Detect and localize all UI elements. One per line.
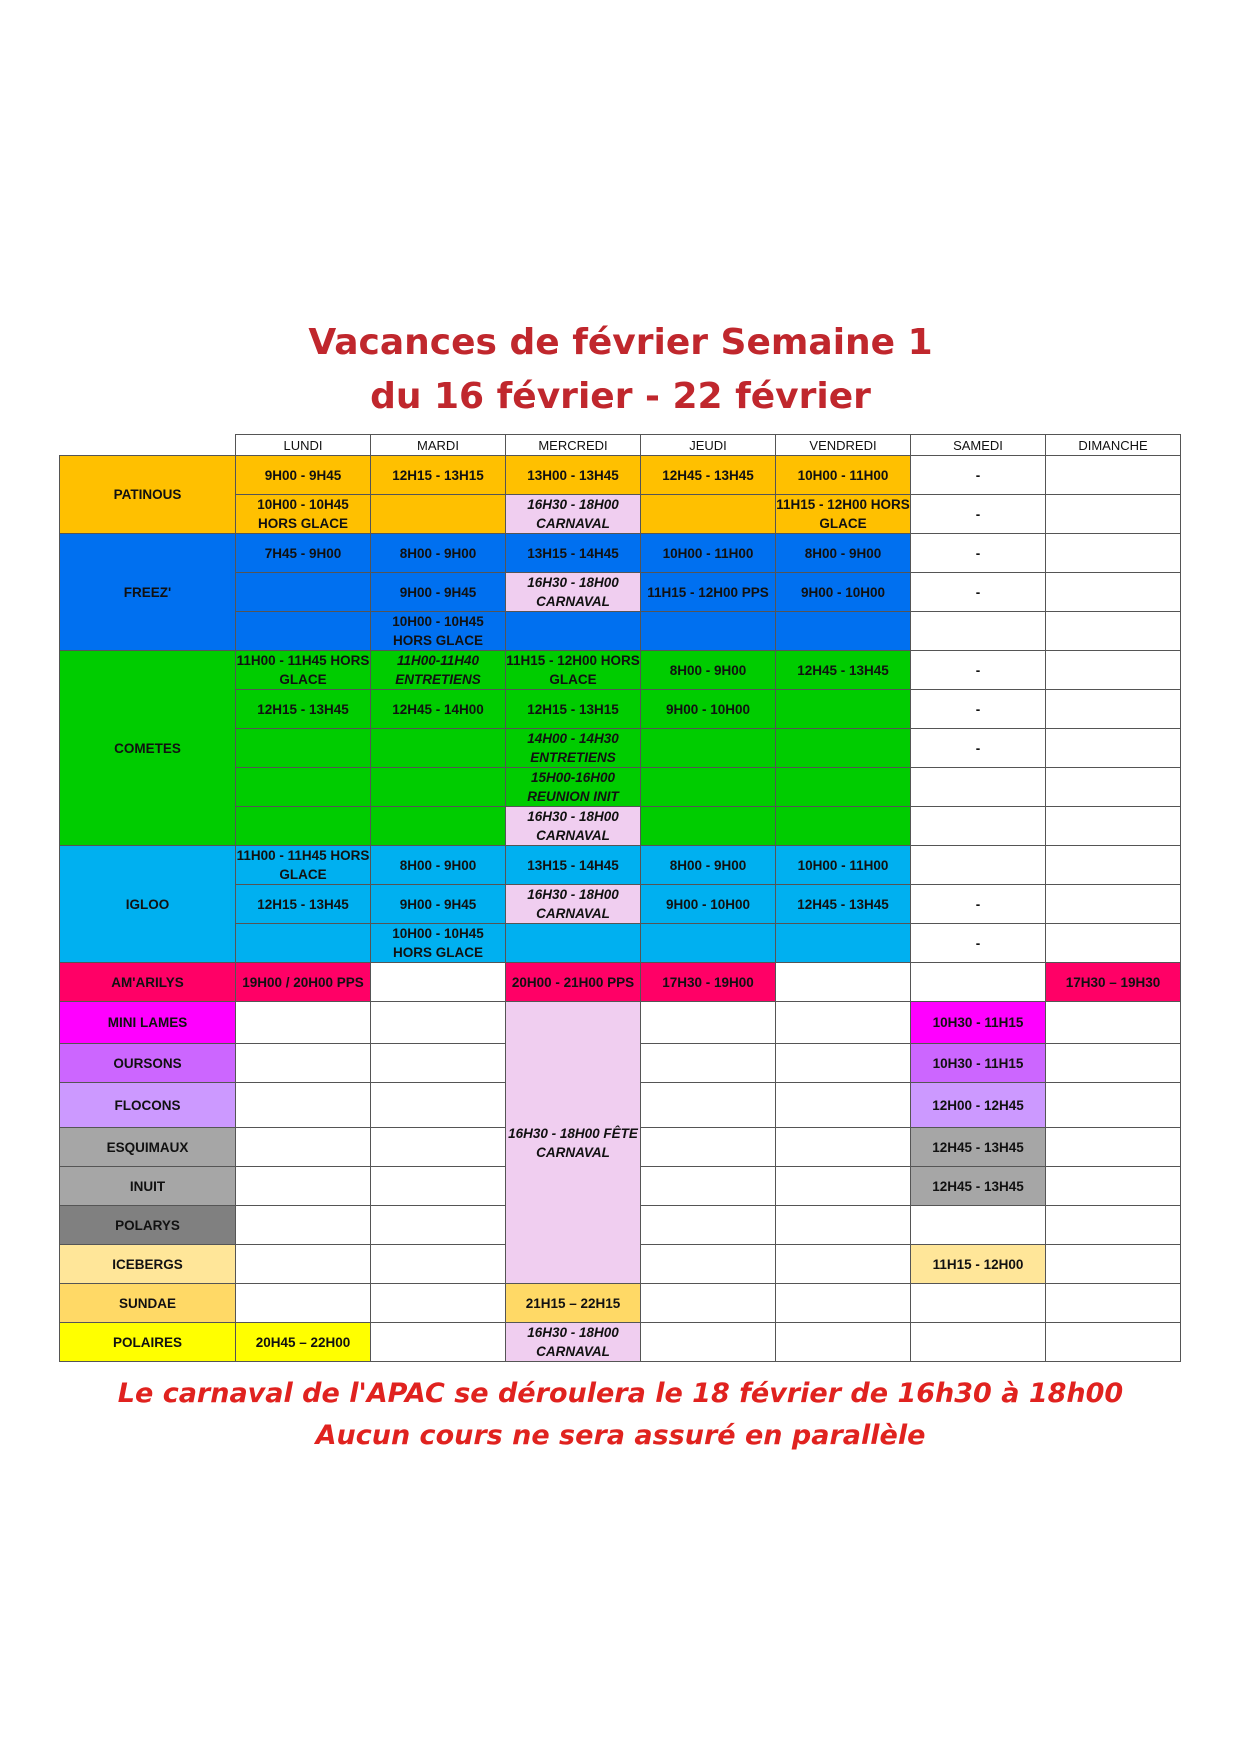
cell-freez-vendredi <box>776 612 911 651</box>
cell-cometes-dimanche <box>1046 768 1181 807</box>
cell-igloo-dimanche <box>1046 885 1181 924</box>
cell-cometes-dimanche <box>1046 651 1181 690</box>
cell-igloo-lundi: 11H00 - 11H45 HORS GLACE <box>236 846 371 885</box>
empty-corner <box>60 435 236 456</box>
cell-cometes-mardi: 11H00-11H40 ENTRETIENS <box>371 651 506 690</box>
cell-flocons-dimanche <box>1046 1083 1181 1128</box>
cell-amarilys-mardi <box>371 963 506 1002</box>
cell-igloo-vendredi: 12H45 - 13H45 <box>776 885 911 924</box>
cell-cometes-jeudi: 8H00 - 9H00 <box>641 651 776 690</box>
cell-mini-lames-mardi <box>371 1002 506 1044</box>
cell-inuit-vendredi <box>776 1167 911 1206</box>
cell-cometes-vendredi <box>776 690 911 729</box>
cell-cometes-samedi: - <box>911 651 1046 690</box>
cell-flocons-jeudi <box>641 1083 776 1128</box>
day-header-samedi: SAMEDI <box>911 435 1046 456</box>
cell-polarys-mardi <box>371 1206 506 1245</box>
cell-freez-lundi <box>236 612 371 651</box>
cell-patinous-mercredi: 16H30 - 18H00 CARNAVAL <box>506 495 641 534</box>
cell-sundae-mardi <box>371 1284 506 1323</box>
title-line-1: Vacances de février Semaine 1 <box>308 322 933 363</box>
cell-amarilys-jeudi: 17H30 - 19H00 <box>641 963 776 1002</box>
title-line-2: du 16 février - 22 février <box>370 376 871 417</box>
table-row <box>60 963 1181 1002</box>
cell-freez-dimanche <box>1046 573 1181 612</box>
cell-igloo-samedi: - <box>911 924 1046 963</box>
cell-cometes-jeudi: 9H00 - 10H00 <box>641 690 776 729</box>
cell-igloo-samedi: - <box>911 885 1046 924</box>
cell-amarilys-dimanche: 17H30 – 19H30 <box>1046 963 1181 1002</box>
cell-cometes-mercredi: 11H15 - 12H00 HORS GLACE <box>506 651 641 690</box>
day-header-mardi: MARDI <box>371 435 506 456</box>
cell-cometes-lundi <box>236 768 371 807</box>
cell-polarys-lundi <box>236 1206 371 1245</box>
cell-cometes-samedi: - <box>911 729 1046 768</box>
cell-oursons-samedi: 10H30 - 11H15 <box>911 1044 1046 1083</box>
cell-sundae-samedi <box>911 1284 1046 1323</box>
day-header-vendredi: VENDREDI <box>776 435 911 456</box>
cell-igloo-dimanche <box>1046 846 1181 885</box>
footer-line-2: Aucun cours ne sera assuré en parallèle <box>315 1420 926 1451</box>
cell-mini-lames-dimanche <box>1046 1002 1181 1044</box>
cell-cometes-lundi: 11H00 - 11H45 HORS GLACE <box>236 651 371 690</box>
cell-sundae-vendredi <box>776 1284 911 1323</box>
group-polaires: POLAIRES <box>60 1323 236 1362</box>
cell-sundae-jeudi <box>641 1284 776 1323</box>
cell-cometes-jeudi <box>641 729 776 768</box>
cell-esquimaux-lundi <box>236 1128 371 1167</box>
cell-igloo-mardi: 9H00 - 9H45 <box>371 885 506 924</box>
cell-patinous-vendredi: 10H00 - 11H00 <box>776 456 911 495</box>
cell-igloo-vendredi <box>776 924 911 963</box>
cell-mini-lames-samedi: 10H30 - 11H15 <box>911 1002 1046 1044</box>
cell-mini-lames-vendredi <box>776 1002 911 1044</box>
cell-freez-mercredi: 13H15 - 14H45 <box>506 534 641 573</box>
cell-sundae-lundi <box>236 1284 371 1323</box>
cell-igloo-vendredi: 10H00 - 11H00 <box>776 846 911 885</box>
cell-cometes-mercredi: 15H00-16H00 REUNION INIT <box>506 768 641 807</box>
day-header-lundi: LUNDI <box>236 435 371 456</box>
cell-igloo-lundi <box>236 924 371 963</box>
cell-igloo-mercredi <box>506 924 641 963</box>
cell-cometes-jeudi <box>641 807 776 846</box>
cell-cometes-mercredi: 14H00 - 14H30 ENTRETIENS <box>506 729 641 768</box>
cell-oursons-jeudi <box>641 1044 776 1083</box>
cell-mini-lames-lundi <box>236 1002 371 1044</box>
cell-freez-jeudi: 10H00 - 11H00 <box>641 534 776 573</box>
cell-cometes-vendredi: 12H45 - 13H45 <box>776 651 911 690</box>
cell-freez-dimanche <box>1046 612 1181 651</box>
cell-patinous-dimanche <box>1046 495 1181 534</box>
table-row <box>60 456 1181 495</box>
cell-freez-mardi: 9H00 - 9H45 <box>371 573 506 612</box>
cell-cometes-lundi: 12H15 - 13H45 <box>236 690 371 729</box>
group-sundae: SUNDAE <box>60 1284 236 1323</box>
cell-freez-vendredi: 9H00 - 10H00 <box>776 573 911 612</box>
cell-cometes-jeudi <box>641 768 776 807</box>
cell-polaires-dimanche <box>1046 1323 1181 1362</box>
cell-polaires-samedi <box>911 1323 1046 1362</box>
cell-freez-mardi: 10H00 - 10H45 HORS GLACE <box>371 612 506 651</box>
cell-icebergs-dimanche <box>1046 1245 1181 1284</box>
cell-cometes-mardi <box>371 807 506 846</box>
cell-sundae-mercredi: 21H15 – 22H15 <box>506 1284 641 1323</box>
cell-patinous-samedi: - <box>911 495 1046 534</box>
cell-freez-samedi: - <box>911 573 1046 612</box>
group-polarys: POLARYS <box>60 1206 236 1245</box>
table-row <box>60 651 1181 690</box>
cell-oursons-vendredi <box>776 1044 911 1083</box>
cell-esquimaux-samedi: 12H45 - 13H45 <box>911 1128 1046 1167</box>
cell-polarys-samedi <box>911 1206 1046 1245</box>
cell-igloo-samedi <box>911 846 1046 885</box>
cell-patinous-vendredi: 11H15 - 12H00 HORS GLACE <box>776 495 911 534</box>
cell-esquimaux-mardi <box>371 1128 506 1167</box>
cell-freez-jeudi: 11H15 - 12H00 PPS <box>641 573 776 612</box>
fete-carnaval-block: 16H30 - 18H00 FÊTE CARNAVAL <box>506 1002 641 1284</box>
footer-line-1: Le carnaval de l'APAC se déroulera le 18 février de 16h30 à 18h00 <box>117 1378 1124 1409</box>
schedule-table <box>59 434 1181 1362</box>
cell-oursons-mardi <box>371 1044 506 1083</box>
table-row <box>60 435 1181 456</box>
cell-igloo-lundi: 12H15 - 13H45 <box>236 885 371 924</box>
cell-patinous-mercredi: 13H00 - 13H45 <box>506 456 641 495</box>
group-amarilys: AM'ARILYS <box>60 963 236 1002</box>
cell-patinous-jeudi: 12H45 - 13H45 <box>641 456 776 495</box>
cell-patinous-mardi: 12H15 - 13H15 <box>371 456 506 495</box>
cell-icebergs-vendredi <box>776 1245 911 1284</box>
cell-oursons-dimanche <box>1046 1044 1181 1083</box>
cell-igloo-mardi: 10H00 - 10H45 HORS GLACE <box>371 924 506 963</box>
cell-inuit-jeudi <box>641 1167 776 1206</box>
group-freez: FREEZ' <box>60 534 236 651</box>
group-mini-lames: MINI LAMES <box>60 1002 236 1044</box>
cell-esquimaux-jeudi <box>641 1128 776 1167</box>
cell-igloo-mercredi: 16H30 - 18H00 CARNAVAL <box>506 885 641 924</box>
day-header-mercredi: MERCREDI <box>506 435 641 456</box>
cell-polaires-jeudi <box>641 1323 776 1362</box>
cell-amarilys-samedi <box>911 963 1046 1002</box>
cell-cometes-vendredi <box>776 729 911 768</box>
day-header-jeudi: JEUDI <box>641 435 776 456</box>
cell-igloo-mercredi: 13H15 - 14H45 <box>506 846 641 885</box>
cell-flocons-mardi <box>371 1083 506 1128</box>
cell-cometes-lundi <box>236 729 371 768</box>
table-row <box>60 534 1181 573</box>
cell-polarys-vendredi <box>776 1206 911 1245</box>
cell-freez-dimanche <box>1046 534 1181 573</box>
cell-polarys-dimanche <box>1046 1206 1181 1245</box>
cell-patinous-lundi: 10H00 - 10H45 HORS GLACE <box>236 495 371 534</box>
cell-icebergs-lundi <box>236 1245 371 1284</box>
cell-cometes-samedi <box>911 768 1046 807</box>
group-oursons: OURSONS <box>60 1044 236 1083</box>
cell-polaires-lundi: 20H45 – 22H00 <box>236 1323 371 1362</box>
group-flocons: FLOCONS <box>60 1083 236 1128</box>
cell-patinous-dimanche <box>1046 456 1181 495</box>
cell-cometes-dimanche <box>1046 729 1181 768</box>
cell-esquimaux-dimanche <box>1046 1128 1181 1167</box>
cell-amarilys-vendredi <box>776 963 911 1002</box>
cell-patinous-mardi <box>371 495 506 534</box>
cell-icebergs-mardi <box>371 1245 506 1284</box>
cell-oursons-lundi <box>236 1044 371 1083</box>
cell-cometes-mercredi: 12H15 - 13H15 <box>506 690 641 729</box>
cell-inuit-samedi: 12H45 - 13H45 <box>911 1167 1046 1206</box>
cell-polarys-jeudi <box>641 1206 776 1245</box>
cell-flocons-samedi: 12H00 - 12H45 <box>911 1083 1046 1128</box>
cell-freez-vendredi: 8H00 - 9H00 <box>776 534 911 573</box>
cell-cometes-vendredi <box>776 768 911 807</box>
table-row <box>60 846 1181 885</box>
group-inuit: INUIT <box>60 1167 236 1206</box>
cell-freez-samedi <box>911 612 1046 651</box>
table-row <box>60 1323 1181 1362</box>
cell-inuit-dimanche <box>1046 1167 1181 1206</box>
cell-esquimaux-vendredi <box>776 1128 911 1167</box>
cell-cometes-lundi <box>236 807 371 846</box>
cell-cometes-dimanche <box>1046 807 1181 846</box>
cell-igloo-dimanche <box>1046 924 1181 963</box>
cell-inuit-lundi <box>236 1167 371 1206</box>
cell-freez-lundi: 7H45 - 9H00 <box>236 534 371 573</box>
cell-cometes-samedi: - <box>911 690 1046 729</box>
cell-cometes-mercredi: 16H30 - 18H00 CARNAVAL <box>506 807 641 846</box>
group-igloo: IGLOO <box>60 846 236 963</box>
cell-cometes-mardi <box>371 768 506 807</box>
cell-cometes-vendredi <box>776 807 911 846</box>
cell-patinous-lundi: 9H00 - 9H45 <box>236 456 371 495</box>
group-esquimaux: ESQUIMAUX <box>60 1128 236 1167</box>
cell-polaires-vendredi <box>776 1323 911 1362</box>
table-row <box>60 1002 1181 1044</box>
cell-freez-jeudi <box>641 612 776 651</box>
cell-igloo-jeudi <box>641 924 776 963</box>
cell-flocons-vendredi <box>776 1083 911 1128</box>
cell-cometes-mardi: 12H45 - 14H00 <box>371 690 506 729</box>
cell-inuit-mardi <box>371 1167 506 1206</box>
cell-polaires-mercredi: 16H30 - 18H00 CARNAVAL <box>506 1323 641 1362</box>
cell-amarilys-mercredi: 20H00 - 21H00 PPS <box>506 963 641 1002</box>
cell-freez-lundi <box>236 573 371 612</box>
cell-freez-mercredi <box>506 612 641 651</box>
cell-cometes-mardi <box>371 729 506 768</box>
cell-patinous-samedi: - <box>911 456 1046 495</box>
cell-flocons-lundi <box>236 1083 371 1128</box>
group-patinous: PATINOUS <box>60 456 236 534</box>
cell-sundae-dimanche <box>1046 1284 1181 1323</box>
cell-polaires-mardi <box>371 1323 506 1362</box>
cell-patinous-jeudi <box>641 495 776 534</box>
cell-igloo-jeudi: 8H00 - 9H00 <box>641 846 776 885</box>
cell-igloo-jeudi: 9H00 - 10H00 <box>641 885 776 924</box>
cell-amarilys-lundi: 19H00 / 20H00 PPS <box>236 963 371 1002</box>
cell-icebergs-samedi: 11H15 - 12H00 <box>911 1245 1046 1284</box>
cell-cometes-samedi <box>911 807 1046 846</box>
group-cometes: COMETES <box>60 651 236 846</box>
cell-igloo-mardi: 8H00 - 9H00 <box>371 846 506 885</box>
cell-freez-samedi: - <box>911 534 1046 573</box>
day-header-dimanche: DIMANCHE <box>1046 435 1181 456</box>
group-icebergs: ICEBERGS <box>60 1245 236 1284</box>
cell-cometes-dimanche <box>1046 690 1181 729</box>
cell-mini-lames-jeudi <box>641 1002 776 1044</box>
cell-icebergs-jeudi <box>641 1245 776 1284</box>
table-row <box>60 1284 1181 1323</box>
cell-freez-mardi: 8H00 - 9H00 <box>371 534 506 573</box>
cell-freez-mercredi: 16H30 - 18H00 CARNAVAL <box>506 573 641 612</box>
